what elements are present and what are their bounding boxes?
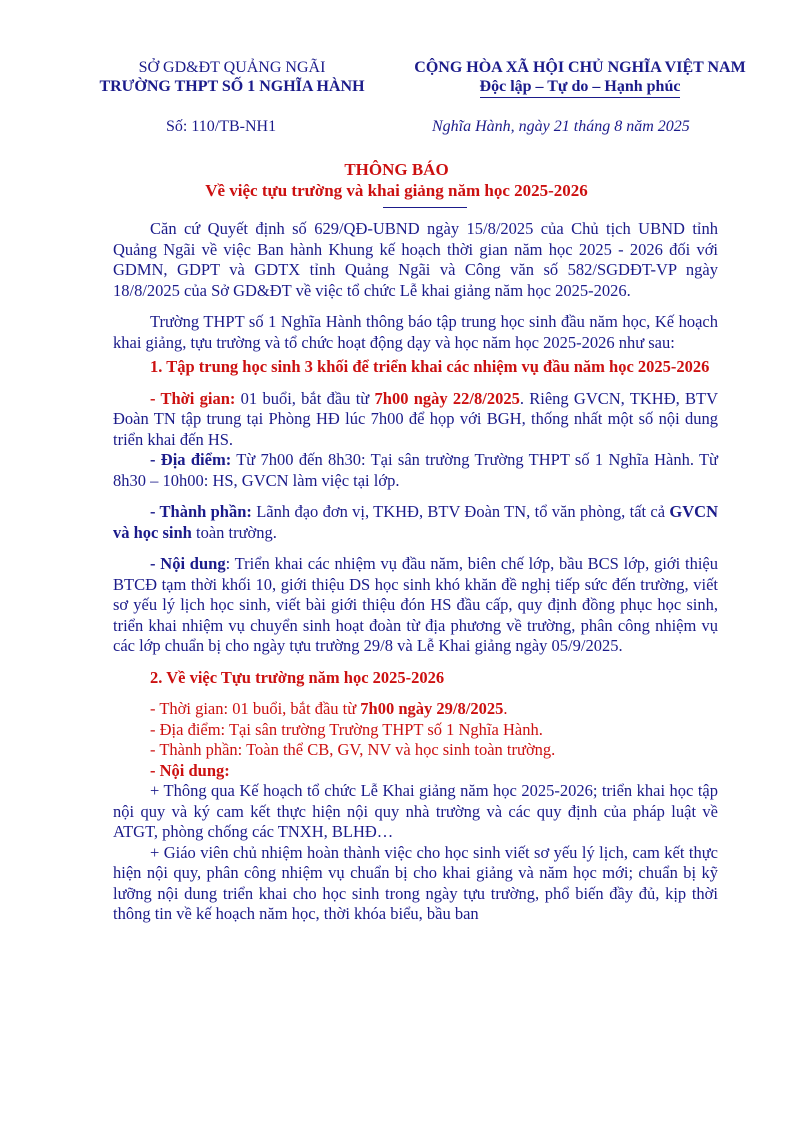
school-name: TRƯỜNG THPT SỐ 1 NGHĨA HÀNH	[99, 78, 365, 95]
section1-place-text: Từ 7h00 đến 8h30: Tại sân trường Trường THPT số 1 Nghĩa Hành. Từ 8h30 – 10h00: HS, GVCN làm việc tại lớp.	[113, 450, 718, 490]
section1-content	[113, 554, 718, 657]
section1-time	[113, 389, 718, 451]
title-underline	[383, 207, 467, 208]
section2-time-highlight: 7h00 ngày 29/8/2025	[360, 699, 504, 718]
section1-place-label: - Địa điểm:	[150, 450, 232, 469]
document-number: Số: 110/TB-NH1	[166, 118, 277, 135]
motto: Độc lập – Tự do – Hạnh phúc	[480, 77, 681, 98]
section2-bullet-2: + Giáo viên chủ nhiệm hoàn thành việc cho học sinh viết sơ yếu lý lịch, cam kết thực hiện nội quy, phân công nhiệm vụ chuẩn bị cho khai giảng và năm học mới; chuẩn bị kỹ lưỡng nội dung triển khai cho học sinh trong ngày tựu trường, phổ biến đầy đủ, kịp thời thông tin về kế hoạch năm học, thời khóa biểu, bầu ban	[113, 842, 718, 923]
country-name: CỘNG HÒA XÃ HỘI CHỦ NGHĨA VIỆT NAM	[414, 59, 746, 76]
section2-place: - Địa điểm: Tại sân trường Trường THPT số 1 Nghĩa Hành.	[150, 719, 543, 739]
section1-time-note: . Riêng GVCN, TKHĐ, BTV Đoàn TN tập trung tại Phòng HĐ lúc 7h00 để họp với BGH, thống nhất một số nội dung triển khai đến HS.	[113, 388, 719, 449]
section1-time-highlight: 7h00 ngày 22/8/2025	[374, 388, 520, 408]
section2-time-end: .	[503, 699, 508, 718]
section1-time-label: - Thời gian:	[150, 388, 236, 408]
section1-members-bold: GVCN và học sinh	[113, 502, 718, 542]
document-date: Nghĩa Hành, ngày 21 tháng 8 năm 2025	[432, 118, 690, 135]
document-title: THÔNG BÁO	[344, 160, 449, 179]
section1-content-text: : Triển khai các nhiệm vụ đầu năm, biên chế lớp, bầu BCS lớp, giới thiệu BTCĐ tạm thời khối 10, giới thiệu DS học sinh khó khăn đề nghị tiếp sức đến trường, viết sơ yếu lý lịch học sinh, viết bài giới thiệu đón HS đầu cấp, quy định đồng phục học sinh, triển khai nhiệm vụ chuyển sinh hoạt đoàn từ địa phương về trường, phân công nhiệm vụ các lớp chuẩn bị cho ngày tựu trường 29/8 và Lễ Khai giảng ngày 05/9/2025.	[113, 554, 719, 655]
section1-members-label: - Thành phần:	[150, 502, 252, 521]
national-motto-block	[392, 58, 768, 98]
section2-heading: 2. Về việc Tựu trường năm học 2025-2026	[150, 667, 445, 687]
issuer-block	[72, 58, 392, 96]
section2-content-label: - Nội dung:	[150, 760, 230, 780]
department-name: SỞ GD&ĐT QUẢNG NGÃI	[138, 59, 326, 76]
intro-paragraph-1: Căn cứ Quyết định số 629/QĐ-UBND ngày 15/8/2025 của Chủ tịch UBND tỉnh Quảng Ngãi về việc Ban hành Khung kế hoạch thời gian năm học 2025 - 2026 đối với GDMN, GDPT và GDTX tỉnh Quảng Ngãi và Công văn số 582/SGDĐT-VP ngày 18/8/2025 của Sở GD&ĐT về việc tổ chức Lễ khai giảng năm học 2025-2026.	[113, 219, 718, 300]
document-body	[113, 219, 718, 925]
section1-members-end: toàn trường.	[191, 522, 277, 542]
section1-content-label: - Nội dung	[150, 554, 226, 573]
section2-bullet-1: + Thông qua Kế hoạch tổ chức Lễ Khai giảng năm học 2025-2026; triển khai học tập nội quy và ký cam kết thực hiện nội quy nhà trường và các quy định của pháp luật về ATGT, phòng chống các TNXH, BLHĐ…	[113, 781, 718, 841]
section2-time	[113, 699, 718, 720]
section1-members	[113, 502, 718, 543]
section2-members: - Thành phần: Toàn thể CB, GV, NV và học sinh toàn trường.	[150, 740, 556, 759]
section1-place	[113, 450, 718, 491]
section1-heading: 1. Tập trung học sinh 3 khối để triển khai các nhiệm vụ đầu năm học 2025-2026	[150, 357, 710, 376]
intro-paragraph-2: Trường THPT số 1 Nghĩa Hành thông báo tập trung học sinh đầu năm học, Kế hoạch khai giảng, tựu trường và tổ chức hoạt động dạy và học năm học 2025-2026 như sau:	[113, 312, 718, 352]
document-subtitle: Về việc tựu trường và khai giảng năm học 2025-2026	[205, 181, 588, 200]
section1-time-text: 01 buổi, bắt đầu từ	[235, 388, 375, 408]
section2-time-text: - Thời gian: 01 buổi, bắt đầu từ	[150, 699, 361, 718]
section1-members-text: Lãnh đạo đơn vị, TKHĐ, BTV Đoàn TN, tổ văn phòng, tất cả	[251, 502, 670, 521]
